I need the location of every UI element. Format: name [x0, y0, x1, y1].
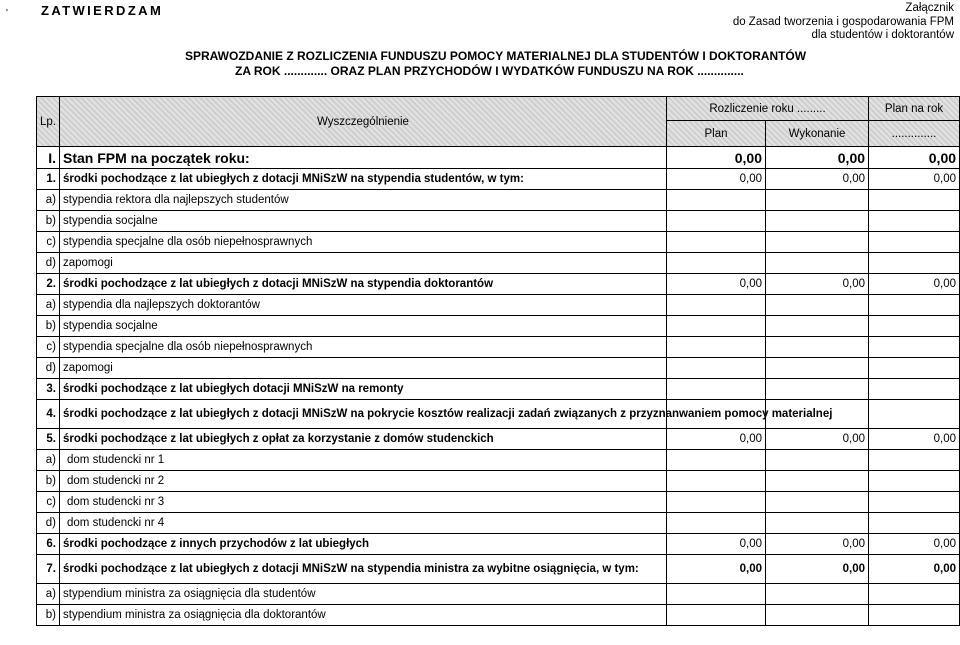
col-header-settlement: Rozliczenie roku .........: [667, 97, 869, 121]
row-plan: 0,00: [667, 429, 766, 450]
row-execution: [766, 316, 869, 337]
annex-line: dla studentów i doktorantów: [811, 29, 954, 42]
table-row: [37, 534, 960, 555]
table-row: [37, 605, 960, 626]
row-plan: [667, 190, 766, 211]
table-row: [37, 450, 960, 471]
row-execution: [766, 450, 869, 471]
row-description: [60, 513, 667, 534]
row-lp: d): [37, 253, 60, 274]
table-row: [37, 316, 960, 337]
row-plan: 0,00: [667, 534, 766, 555]
row-plan: [667, 379, 766, 400]
row-execution: [766, 337, 869, 358]
row-next-plan: [869, 471, 960, 492]
row-plan: [667, 316, 766, 337]
row-plan: 0,00: [667, 274, 766, 295]
row-next-plan: [869, 232, 960, 253]
row-lp: 6.: [37, 534, 60, 555]
row-lp: 1.: [37, 169, 60, 190]
row-description: środki pochodzące z lat ubiegłych dotacji MNiSzW na remonty: [60, 379, 667, 400]
row-next-plan: [869, 450, 960, 471]
row-lp: I.: [37, 147, 60, 169]
row-lp: d): [37, 358, 60, 379]
col-header-description: Wyszczególnienie: [60, 97, 667, 147]
table-row: [37, 169, 960, 190]
row-lp: c): [37, 337, 60, 358]
row-plan: [667, 471, 766, 492]
row-execution: [766, 358, 869, 379]
table-row: [37, 232, 960, 253]
row-description: stypendia socjalne: [60, 211, 667, 232]
row-next-plan: [869, 605, 960, 626]
table-row: [37, 190, 960, 211]
row-lp: b): [37, 211, 60, 232]
row-description-text: dom studencki nr 2: [67, 475, 165, 487]
row-lp: d): [37, 513, 60, 534]
row-description: Stan FPM na początek roku:: [60, 147, 667, 169]
row-description: środki pochodzące z lat ubiegłych z dotacji MNiSzW na stypendia ministra za wybitne osiągnięcia, w tym:: [60, 555, 667, 584]
col-header-next-year: ..............: [869, 121, 960, 147]
report-title-line: SPRAWOZDANIE Z ROZLICZENIA FUNDUSZU POMOCY MATERIALNEJ DLA STUDENTÓW I DOKTORANTÓW: [185, 49, 807, 63]
row-description-text: dom studencki nr 4: [67, 517, 165, 529]
row-execution: [766, 471, 869, 492]
row-description: [60, 492, 667, 513]
row-description: środki pochodzące z lat ubiegłych z dotacji MNiSzW na stypendia studentów, w tym:: [60, 169, 667, 190]
fpm-report-table: [36, 96, 960, 626]
row-plan: [667, 232, 766, 253]
row-next-plan: [869, 400, 960, 429]
row-description-text: dom studencki nr 1: [67, 454, 165, 466]
row-description: zapomogi: [60, 253, 667, 274]
corner-mark: ': [6, 8, 8, 19]
table-row: [37, 555, 960, 584]
row-execution: [766, 492, 869, 513]
row-execution: [766, 513, 869, 534]
table-row: [37, 400, 960, 429]
row-execution: [766, 253, 869, 274]
table-row: [37, 513, 960, 534]
row-plan: [667, 295, 766, 316]
row-next-plan: [869, 316, 960, 337]
row-description: stypendium ministra za osiągnięcia dla studentów: [60, 584, 667, 605]
row-lp: b): [37, 471, 60, 492]
col-header-next-plan: Plan na rok: [869, 97, 960, 121]
row-plan: [667, 513, 766, 534]
table-row: [37, 492, 960, 513]
table-row: [37, 471, 960, 492]
row-plan: [667, 211, 766, 232]
row-next-plan: 0,00: [869, 534, 960, 555]
row-next-plan: 0,00: [869, 429, 960, 450]
annex-line: Załącznik: [905, 2, 954, 14]
row-next-plan: 0,00: [869, 555, 960, 584]
row-lp: b): [37, 605, 60, 626]
row-description: stypendia dla najlepszych doktorantów: [60, 295, 667, 316]
row-lp: 7.: [37, 555, 60, 584]
row-plan: [667, 605, 766, 626]
row-next-plan: 0,00: [869, 147, 960, 169]
row-description: stypendia socjalne: [60, 316, 667, 337]
annex-line: do Zasad tworzenia i gospodarowania FPM: [732, 15, 954, 28]
row-execution: 0,00: [766, 429, 869, 450]
row-description: środki pochodzące z lat ubiegłych z dotacji MNiSzW na pokrycie kosztów realizacji zadań związanych z przyznanwaniem pomocy materialnej: [60, 400, 667, 429]
row-plan: [667, 584, 766, 605]
row-execution: 0,00: [766, 274, 869, 295]
row-execution: 0,00: [766, 534, 869, 555]
col-header-plan: Plan: [667, 121, 766, 147]
table-row: [37, 584, 960, 605]
row-next-plan: [869, 513, 960, 534]
row-next-plan: [869, 337, 960, 358]
row-execution: [766, 584, 869, 605]
row-next-plan: 0,00: [869, 169, 960, 190]
row-lp: a): [37, 584, 60, 605]
row-next-plan: [869, 379, 960, 400]
row-next-plan: [869, 358, 960, 379]
table-row: [37, 295, 960, 316]
row-plan: [667, 492, 766, 513]
row-execution: [766, 232, 869, 253]
row-description: [60, 471, 667, 492]
row-lp: a): [37, 450, 60, 471]
row-description: stypendium ministra za osiągnięcia dla doktorantów: [60, 605, 667, 626]
table-row: [37, 211, 960, 232]
row-execution: [766, 211, 869, 232]
annex-note: [733, 2, 954, 43]
row-next-plan: [869, 211, 960, 232]
row-lp: 3.: [37, 379, 60, 400]
table-row: [37, 379, 960, 400]
row-description: stypendia rektora dla najlepszych studentów: [60, 190, 667, 211]
report-title-line: ZA ROK ............. ORAZ PLAN PRZYCHODÓW I WYDATKÓW FUNDUSZU NA ROK ..............: [235, 64, 744, 78]
row-execution: [766, 190, 869, 211]
row-lp: b): [37, 316, 60, 337]
row-plan: 0,00: [667, 169, 766, 190]
row-execution: 0,00: [766, 555, 869, 584]
row-next-plan: [869, 253, 960, 274]
row-lp: a): [37, 295, 60, 316]
approve-heading: ZATWIERDZAM: [41, 3, 164, 18]
row-lp: 5.: [37, 429, 60, 450]
row-plan: [667, 253, 766, 274]
table-row: [37, 358, 960, 379]
row-lp: c): [37, 232, 60, 253]
row-description-text: dom studencki nr 3: [67, 496, 165, 508]
row-next-plan: [869, 492, 960, 513]
row-execution: [766, 295, 869, 316]
row-plan: 0,00: [667, 555, 766, 584]
row-lp: a): [37, 190, 60, 211]
row-execution: [766, 605, 869, 626]
row-plan: [667, 358, 766, 379]
col-header-lp: Lp.: [37, 97, 60, 147]
row-lp: 2.: [37, 274, 60, 295]
row-description: środki pochodzące z lat ubiegłych z opłat za korzystanie z domów studenckich: [60, 429, 667, 450]
table-row: [37, 147, 960, 169]
row-next-plan: 0,00: [869, 274, 960, 295]
row-description: [60, 450, 667, 471]
row-description: środki pochodzące z innych przychodów z lat ubiegłych: [60, 534, 667, 555]
row-plan: [667, 337, 766, 358]
row-description: zapomogi: [60, 358, 667, 379]
row-lp: c): [37, 492, 60, 513]
row-next-plan: [869, 584, 960, 605]
row-next-plan: [869, 190, 960, 211]
row-execution: [766, 379, 869, 400]
col-header-execution: Wykonanie: [766, 121, 869, 147]
row-description: środki pochodzące z lat ubiegłych z dotacji MNiSzW na stypendia doktorantów: [60, 274, 667, 295]
row-description: stypendia specjalne dla osób niepełnosprawnych: [60, 337, 667, 358]
table-row: [37, 337, 960, 358]
row-lp: 4.: [37, 400, 60, 429]
row-plan: [667, 450, 766, 471]
row-execution: 0,00: [766, 169, 869, 190]
row-execution: 0,00: [766, 147, 869, 169]
row-description: stypendia specjalne dla osób niepełnosprawnych: [60, 232, 667, 253]
table-row: [37, 429, 960, 450]
row-plan: 0,00: [667, 147, 766, 169]
table-row: [37, 274, 960, 295]
table-row: [37, 253, 960, 274]
row-next-plan: [869, 295, 960, 316]
